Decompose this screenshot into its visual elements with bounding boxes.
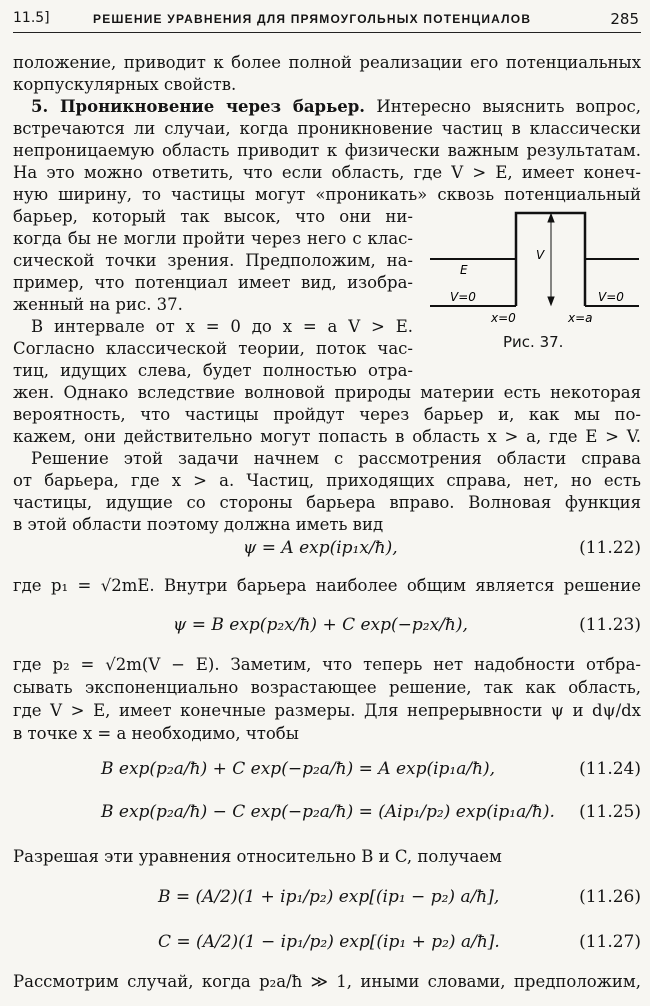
arrow-down-icon <box>548 297 554 305</box>
equation-number: (11.27) <box>579 932 641 952</box>
label-right-potential: V=0 <box>598 290 624 304</box>
label-x-zero: x=0 <box>491 311 516 325</box>
equation-number: (11.25) <box>579 802 641 822</box>
equation-11-24 <box>13 749 641 789</box>
text-line: пример, что потенциал имеет вид, изобра- <box>13 273 413 292</box>
equation-11-25 <box>13 792 641 832</box>
section-number: 11.5] <box>13 10 50 26</box>
section-heading: 5. Проникновение через барьер. <box>31 97 366 116</box>
text-line: когда бы не могли пройти через него с клас- <box>13 229 413 248</box>
text-line: положение, приводит к более полной реализации его потенциальных <box>13 53 641 72</box>
text-line: сывать экспоненциально возрастающее решение, так как область, <box>13 678 641 697</box>
text-line: В интервале от x = 0 до x = a V > E. <box>31 317 413 336</box>
label-potential: V <box>536 248 545 262</box>
text-line: кажем, они действительно могут попасть в область x > a, где E > V. <box>13 427 641 446</box>
figure-37 <box>428 208 641 358</box>
text-line: На это можно ответить, что если область, где V > E, имеет конеч- <box>13 163 641 182</box>
text-line: в точке x = a необходимо, чтобы <box>13 724 299 743</box>
equation-number: (11.23) <box>579 615 641 635</box>
text-line: тиц, идущих слева, будет полностью отра- <box>13 361 413 380</box>
text-line: Согласно классической теории, поток час- <box>13 339 413 358</box>
text-line: женный на рис. 37. <box>13 295 183 314</box>
equation-11-23 <box>13 605 641 645</box>
potential-barrier-diagram <box>428 208 641 328</box>
text-line: ную ширину, то частицы могут «проникать» сквозь потенциальный <box>13 185 641 204</box>
equation-formula: ψ = B exp(p₂x/ħ) + C exp(−p₂x/ħ), <box>173 615 468 635</box>
text-line: от барьера, где x > a. Частиц, приходящих справа, нет, но есть <box>13 471 641 490</box>
label-left-potential: V=0 <box>450 290 476 304</box>
equation-number: (11.22) <box>579 538 641 558</box>
label-x-a: x=a <box>568 311 593 325</box>
equation-formula: B exp(p₂a/ħ) − C exp(−p₂a/ħ) = (Aip₁/p₂) exp(ip₁a/ħ). <box>101 802 555 822</box>
equation-11-22 <box>13 528 641 568</box>
text-line: где p₁ = √2mE. Внутри барьера наиболее общим является решение <box>13 576 641 595</box>
arrow-up-icon <box>548 214 554 222</box>
equation-formula: C = (A/2)(1 − ip₁/p₂) exp[(ip₁ + p₂) a/ħ]. <box>158 932 500 952</box>
text-line: в этой области поэтому должна иметь вид <box>13 515 384 534</box>
equation-number: (11.26) <box>579 887 641 907</box>
equation-formula: ψ = A exp(ip₁x/ħ), <box>243 538 398 558</box>
text-line: непроницаемую область приводит к физически важным результатам. <box>13 141 641 160</box>
equation-11-27 <box>13 922 641 962</box>
text-line: вероятность, что частицы пройдут через барьер и, как мы по- <box>13 405 641 424</box>
page-number: 285 <box>610 10 639 28</box>
text-line: где V > E, имеет конечные размеры. Для непрерывности ψ и dψ/dx <box>13 701 641 720</box>
text-line: Разрешая эти уравнения относительно B и C, получаем <box>13 847 502 866</box>
figure-caption: Рис. 37. <box>503 333 564 351</box>
running-header <box>13 8 641 33</box>
text-line: встречаются ли случаи, когда проникновение частиц в классически <box>13 119 641 138</box>
label-energy: E <box>460 263 468 277</box>
equation-11-26 <box>13 877 641 917</box>
text-line: корпускулярных свойств. <box>13 75 237 94</box>
text-line: 5. Проникновение через барьер. Интересно выяснить вопрос, <box>31 97 641 116</box>
text-line: Решение этой задачи начнем с рассмотрения области справа <box>31 449 641 468</box>
equation-formula: B exp(p₂a/ħ) + C exp(−p₂a/ħ) = A exp(ip₁a/ħ), <box>101 759 496 779</box>
text-line: где p₂ = √2m(V − E). Заметим, что теперь нет надобности отбра- <box>13 655 641 674</box>
chapter-title: РЕШЕНИЕ УРАВНЕНИЯ ДЛЯ ПРЯМОУГОЛЬНЫХ ПОТЕНЦИАЛОВ <box>93 12 532 26</box>
text-line: Рассмотрим случай, когда p₂a/ħ ≫ 1, иными словами, предположим, <box>13 972 641 991</box>
text-line: барьер, который так высок, что они ни- <box>13 207 413 226</box>
equation-formula: B = (A/2)(1 + ip₁/p₂) exp[(ip₁ − p₂) a/ħ], <box>158 887 500 907</box>
text-line: сической точки зрения. Предположим, на- <box>13 251 413 270</box>
text-line: жен. Однако вследствие волновой природы материи есть некоторая <box>13 383 641 402</box>
equation-number: (11.24) <box>579 759 641 779</box>
text-line: частицы, идущие со стороны барьера вправо. Волновая функция <box>13 493 641 512</box>
